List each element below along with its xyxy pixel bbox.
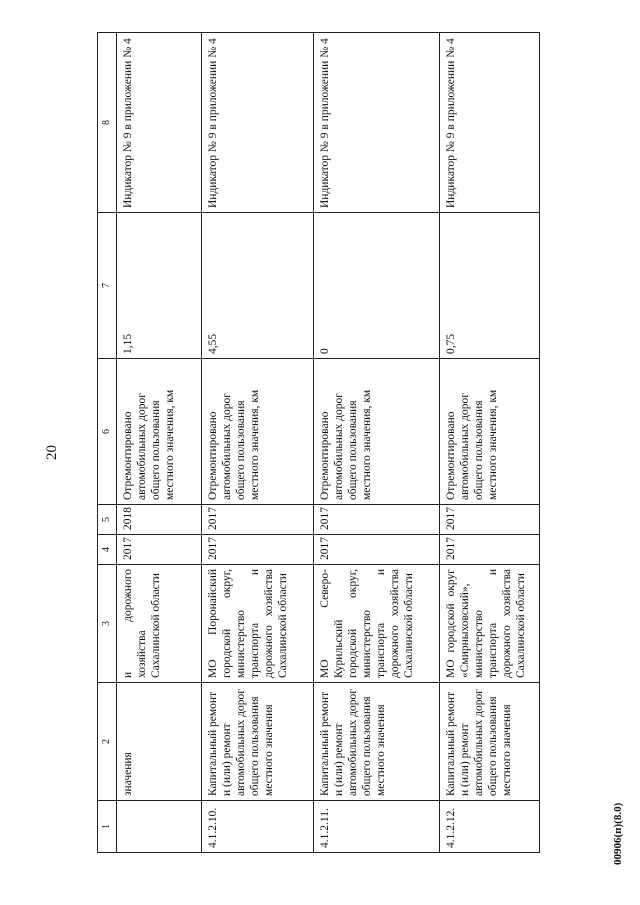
expected-result: Отремонтировано автомобильных дорог общего пользования местного значения, км — [202, 359, 314, 505]
end-year: 2017 — [202, 505, 314, 535]
executor: МО городской округ «Смирныховский», министерство транспорта и дорожного хозяйства Сахалинской области — [440, 565, 540, 683]
expected-result: Отремонтировано автомобильных дорог общего пользования местного значения, км — [314, 359, 440, 505]
column-number: 7 — [98, 213, 117, 359]
indicator-ref: Индикатор № 9 в приложении № 4 — [440, 33, 540, 213]
program-table — [97, 32, 540, 853]
row-number — [117, 801, 202, 853]
row-number: 4.1.2.10. — [202, 801, 314, 853]
activity-name: значения — [117, 683, 202, 801]
column-number: 6 — [98, 359, 117, 505]
end-year: 2017 — [440, 505, 540, 535]
start-year: 2017 — [314, 535, 440, 565]
indicator-ref: Индикатор № 9 в приложении № 4 — [202, 33, 314, 213]
column-number: 1 — [98, 801, 117, 853]
result-value: 4,55 — [202, 213, 314, 359]
table-row — [202, 33, 314, 853]
column-number: 4 — [98, 535, 117, 565]
page-number: 20 — [44, 445, 60, 460]
activity-name: Капитальный ремонт и (или) ремонт автомобильных дорог общего пользования местного значения — [202, 683, 314, 801]
activity-name: Капитальный ремонт и (или) ремонт автомобильных дорог общего пользования местного значения — [440, 683, 540, 801]
start-year: 2017 — [117, 535, 202, 565]
table-row — [440, 33, 540, 853]
row-number: 4.1.2.12. — [440, 801, 540, 853]
expected-result: Отремонтировано автомобильных дорог общего пользования местного значения, км — [440, 359, 540, 505]
executor: и дорожного хозяйства Сахалинской области — [117, 565, 202, 683]
row-number: 4.1.2.11. — [314, 801, 440, 853]
executor: МО Северо-Курильский городской округ, министерство транспорта и дорожного хозяйства Сахалинской области — [314, 565, 440, 683]
end-year: 2017 — [314, 505, 440, 535]
start-year: 2017 — [440, 535, 540, 565]
start-year: 2017 — [202, 535, 314, 565]
indicator-ref: Индикатор № 9 в приложении № 4 — [314, 33, 440, 213]
indicator-ref: Индикатор № 9 в приложении № 4 — [117, 33, 202, 213]
end-year: 2018 — [117, 505, 202, 535]
column-number: 8 — [98, 33, 117, 213]
column-number-row — [98, 33, 117, 853]
column-number: 5 — [98, 505, 117, 535]
table-row — [314, 33, 440, 853]
expected-result: Отремонтировано автомобильных дорог общего пользования местного значения, км — [117, 359, 202, 505]
table-row — [117, 33, 202, 853]
executor: МО Поронайский городской округ, министерство транспорта и дорожного хозяйства Сахалинской области — [202, 565, 314, 683]
column-number: 3 — [98, 565, 117, 683]
result-value: 0,75 — [440, 213, 540, 359]
footer-document-code: 00906(п)(8.0) — [612, 802, 624, 865]
column-number: 2 — [98, 683, 117, 801]
result-value: 0 — [314, 213, 440, 359]
result-value: 1,15 — [117, 213, 202, 359]
activity-name: Капитальный ремонт и (или) ремонт автомобильных дорог общего пользования местного значения — [314, 683, 440, 801]
